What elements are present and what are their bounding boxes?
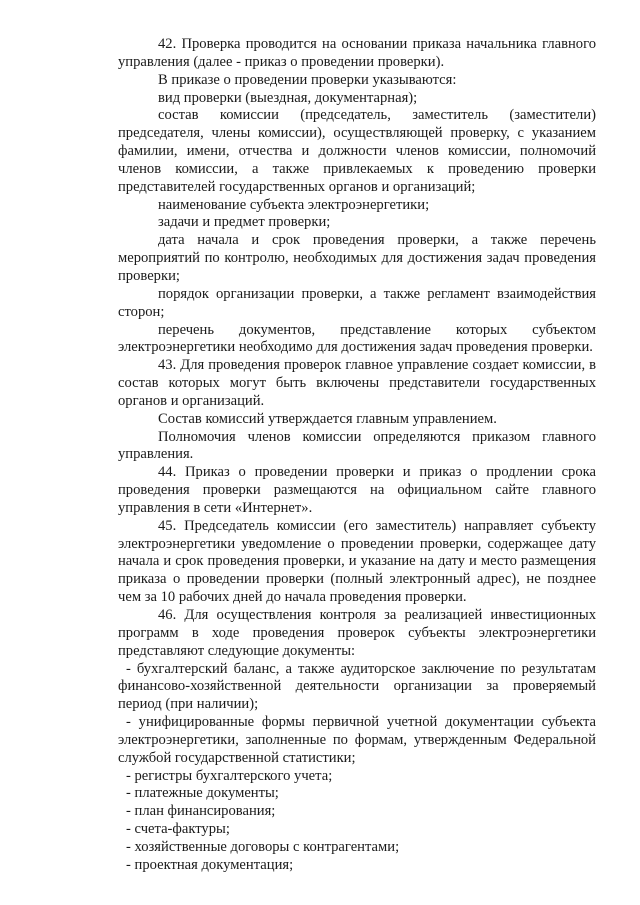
paragraph-43: 43. Для проведения проверок главное управление создает комиссии, в состав которых могут быть включены представители государственных органов и организаций.: [118, 357, 596, 409]
list-item-balance-sheet: - бухгалтерский баланс, а также аудиторское заключение по результатам финансово-хозяйственной деятельности организации за проверяемый период (при наличии);: [118, 660, 596, 713]
list-item-accounting-registers: - регистры бухгалтерского учета;: [126, 767, 333, 784]
paragraph-44: 44. Приказ о проведении проверки и приказ о продлении срока проведения проверки размещаются на официальном сайте главного управления в сети «Интернет».: [118, 464, 596, 516]
list-item-unified-forms: - унифицированные формы первичной учетной документации субъекта электроэнергетики, заполненные по формам, утвержденным Федеральной службой государственной статистики;: [118, 714, 596, 766]
paragraph-commission-approval: Состав комиссий утверждается главным управлением.: [158, 410, 497, 427]
paragraph-commission-composition: состав комиссии (председатель, заместитель (заместители) председателя, члены комиссии), осуществляющей проверку, с указанием фамилии, имени, отчества и должности членов комиссии, полномочий членов комиссии, а также привлекаемых к проведению проверки представителей государственных органов и организаций;: [118, 107, 596, 195]
paragraph-42: 42. Проверка проводится на основании приказа начальника главного управления (далее - приказ о проведении проверки).: [118, 36, 596, 70]
list-item-financing-plan: - план финансирования;: [126, 803, 276, 820]
paragraph-commission-powers: Полномочия членов комиссии определяются приказом главного управления.: [118, 428, 596, 463]
list-item-invoices: - счета-фактуры;: [126, 821, 230, 838]
paragraph-start-date-duration: дата начала и срок проведения проверки, а также перечень мероприятий по контролю, необходимых для достижения задач проведения проверки;: [118, 232, 596, 284]
paragraph-46: 46. Для осуществления контроля за реализацией инвестиционных программ в ходе проведения проверок субъекты электроэнергетики представляют следующие документы:: [118, 607, 596, 659]
paragraph-inspection-type: вид проверки (выездная, документарная);: [158, 89, 418, 106]
list-item-project-documentation: - проектная документация;: [126, 856, 294, 873]
list-item-payment-documents: - платежные документы;: [126, 785, 279, 802]
paragraph-entity-name: наименование субъекта электроэнергетики;: [158, 196, 430, 213]
paragraph-45: 45. Председатель комиссии (его заместитель) направляет субъекту электроэнергетики уведомление о проведении проверки, содержащее дату начала и срок проведения проверки, и указание на дату и место размещения приказа о проведении проверки (полный электронный адрес), не позднее чем за 10 рабочих дней до начала проведения проверки.: [118, 517, 596, 606]
document-body: [118, 36, 596, 875]
paragraph-tasks-subject: задачи и предмет проверки;: [158, 214, 331, 231]
paragraph-documents-list: перечень документов, представление которых субъектом электроэнергетики необходимо для достижения задач проведения проверки.: [118, 321, 596, 356]
list-item-contracts: - хозяйственные договоры с контрагентами;: [126, 838, 400, 855]
paragraph-organization-procedure: порядок организации проверки, а также регламент взаимодействия сторон;: [118, 285, 596, 320]
paragraph-order-contents-intro: В приказе о проведении проверки указываются:: [158, 71, 457, 88]
